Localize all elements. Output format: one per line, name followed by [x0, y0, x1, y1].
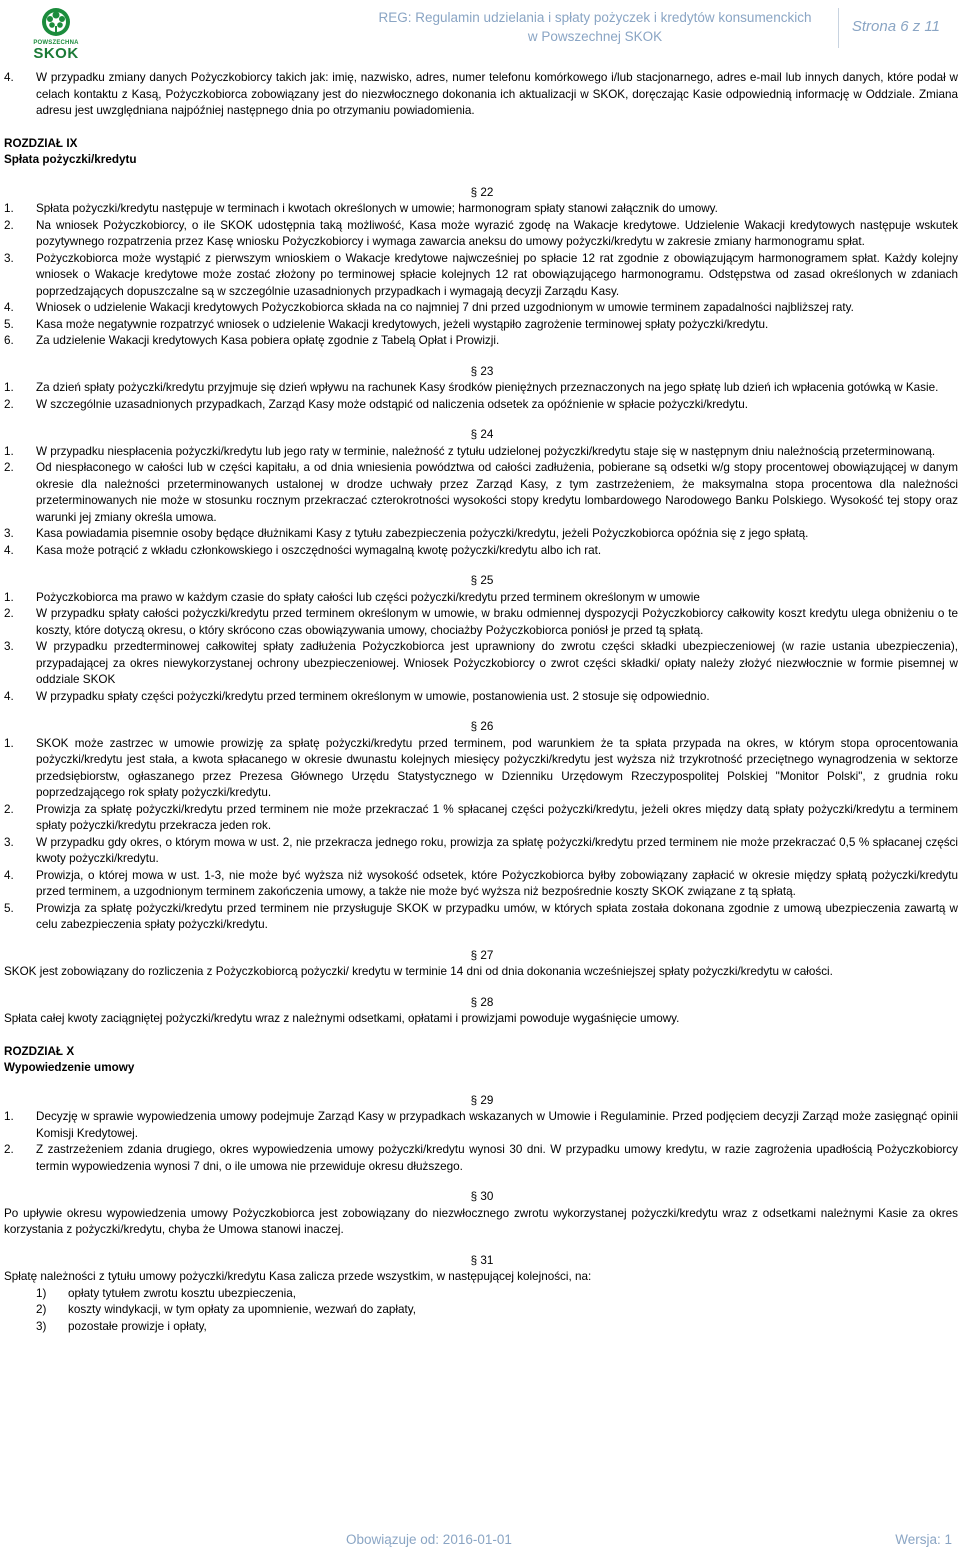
- list-item: 2. W przypadku spłaty całości pożyczki/kredytu przed terminem określonym w umowie, w braku odmiennej dyspozycji Pożyczkobiorcy całkowity koszt kredytu ulega obniżeniu o te koszty, które dotyczą okresu, o który skrócono czas obowiązywania umowy, chociażby Pożyczkobiorca poniósł je przed tą spłatą.: [4, 607, 958, 637]
- document-title: [360, 8, 830, 46]
- paragraph-text: Spłatę należności z tytułu umowy pożyczki/kredytu Kasa zalicza przede wszystkim, w następującej kolejności, na:: [4, 1270, 592, 1283]
- list-item: 1) opłaty tytułem zwrotu kosztu ubezpieczenia,: [36, 1286, 297, 1300]
- page-header: [0, 0, 960, 62]
- chapter-title: ROZDZIAŁ IX: [4, 136, 78, 150]
- tree-icon: [16, 6, 96, 40]
- list-item: 2. Na wniosek Pożyczkobiorcy, o ile SKOK udostępnia taką możliwość, Kasa może wyrazić zgodę na Wakacje kredytowe. Udzielenie Wakacji kredytowych następuje wskutek pozytywnego rozpatrzenia przez Kasę wniosku Pożyczkobiorcy i wymaga zawarcia aneksu do umowy pożyczki/kredytu w zakresie zmiany harmonogramu spłat.: [4, 218, 958, 248]
- list-item: 1. Pożyczkobiorca ma prawo w każdym czasie do spłaty całości lub części pożyczki/kredytu przed terminem określonym w umowie: [4, 590, 700, 604]
- list-item: 1. Spłata pożyczki/kredytu następuje w terminach i kwotach określonych w umowie; harmonogram spłaty stanowi załącznik do umowy.: [4, 202, 718, 215]
- chapter-subtitle: Spłata pożyczki/kredytu: [4, 153, 137, 166]
- page-footer: [0, 1532, 960, 1554]
- paragraph-text: SKOK jest zobowiązany do rozliczenia z Pożyczkobiorcą pożyczki/ kredytu w terminie 14 dni od dnia dokonania wcześniejszej spłaty pożyczki/kredytu w całości.: [4, 965, 833, 978]
- paragraph-text: Po upływie okresu wypowiedzenia umowy Pożyczkobiorca jest zobowiązany do niezwłocznego zwrotu wykorzystanej pożyczki/kredytu wraz z odsetkami należnymi Kasie za okres korzystania z pożyczki/kredytu, chyba że Umowa stanowi inaczej.: [4, 1206, 958, 1236]
- logo-small-text: POWSZECHNA: [33, 40, 79, 46]
- list-item: 4. W przypadku spłaty części pożyczki/kredytu przed terminem określonym w umowie, postanowienia ust. 2 stosuje się odpowiednio.: [4, 689, 710, 703]
- document-title-line2: w Powszechnej SKOK: [527, 29, 663, 44]
- list-item: 3. Pożyczkobiorca może wystąpić z pierwszym wnioskiem o Wakacje kredytowe najwcześniej po spłacie 12 rat zgodnie z obowiązującym harmonogramem spłat. Każdy kolejny wniosek o Wakacje kredytowe może zostać złożony po terminowej spłacie kolejnych 12 rat obowiązującego harmonogramu. Odstępstwa od zasad określonych w zdaniach poprzedzających dopuszczalne są w szczególnie uzasadnionych przypadkach i wymagają decyzji Zarządu Kasy.: [4, 251, 958, 298]
- list-item: 6. Za udzielenie Wakacji kredytowych Kasa pobiera opłatę zgodnie z Tabelą Opłat i Prowizji.: [4, 334, 500, 347]
- paragraph-number: § 23: [470, 364, 494, 378]
- list-item: 5. Prowizja za spłatę pożyczki/kredytu przed terminem nie przysługuje SKOK w przypadku umów, w których spłata została dokonana zgodnie z umową ubezpieczenia zawartą w celu zabezpieczenia spłaty pożyczki/kredytu.: [4, 901, 958, 931]
- paragraph-number: § 28: [470, 995, 494, 1009]
- item-text: W przypadku zmiany danych Pożyczkobiorcy takich jak: imię, nazwisko, adres, numer telefonu komórkowego i/lub stacjonarnego, adres e-mail lub innych danych, które podał w celach kontaktu z Kasą, Pożyczkobiorca zobowiązany jest do niezwłocznego dokonania ich aktualizacji w SKOK, doręczając Kasie odpowiednią informację w Oddziale. Zmiana adresu jest uwzględniana najpóźniej następnego dnia po otrzymaniu powiadomienia.: [36, 71, 958, 117]
- paragraph-number: § 30: [470, 1190, 494, 1203]
- chapter-subtitle: Wypowiedzenie umowy: [4, 1061, 135, 1074]
- logo-brand-text: SKOK: [33, 45, 79, 62]
- paragraph-text: Spłata całej kwoty zaciągniętej pożyczki/kredytu wraz z należnymi odsetkami, opłatami i prowizjami powoduje wygaśnięcie umowy.: [4, 1012, 680, 1025]
- list-item: 3. W przypadku gdy okres, o którym mowa w ust. 2, nie przekracza jednego roku, prowizja za spłatę pożyczki/kredytu przed terminem nie może przekraczać 0,5 % spłacanej części kwoty pożyczki/kredytu.: [4, 835, 958, 865]
- list-item: 4. Kasa może potrącić z wkładu członkowskiego i oszczędności wymagalną kwotę pożyczki/kredytu albo ich rat.: [4, 543, 602, 557]
- version-label: Wersja: 1: [895, 1532, 952, 1547]
- list-item: 1. Decyzję w sprawie wypowiedzenia umowy podejmuje Zarząd Kasy w przypadkach wskazanych w Umowie i Regulaminie. Przed podjęciem decyzji Zarząd może zasięgnąć opinii Komisji Kredytowej.: [4, 1110, 958, 1140]
- paragraph-number: § 27: [470, 948, 494, 962]
- item-number: 4.: [4, 71, 14, 84]
- list-item: 3. Kasa powiadamia pisemnie osoby będące dłużnikami Kasy z tytułu zabezpieczenia pożyczki/kredytu, jeżeli Pożyczkobiorca opóźnia się z jego spłatą.: [4, 527, 809, 540]
- document-title-line1: REG: Regulamin udzielania i spłaty pożyczek i kredytów konsumenckich: [378, 10, 812, 25]
- list-item: 2. Prowizja za spłatę pożyczki/kredytu przed terminem nie może przekraczać 1 % spłacanej części pożyczki/kredytu, jeżeli okres między datą spłaty pożyczki/kredytu a terminem spłaty pożyczki/kredytu przekracza jeden rok.: [4, 802, 958, 832]
- paragraph-number: § 22: [470, 185, 494, 199]
- paragraph-number: § 29: [470, 1093, 494, 1107]
- list-item: 2. Z zastrzeżeniem zdania drugiego, okres wypowiedzenia umowy pożyczki/kredytu wynosi 30 dni. W przypadku umowy kredytu, w razie zagrożenia upadłością Pożyczkobiorcy termin wypowiedzenia wynosi 7 dni, o ile umowa nie przewiduje okresu dłuższego.: [4, 1143, 958, 1173]
- chapter-title: ROZDZIAŁ X: [4, 1044, 75, 1058]
- list-item: 4. Prowizja, o której mowa w ust. 1-3, nie może być wyższa niż wysokość odsetek, które Pożyczkobiorca byłby zobowiązany zapłacić w okresie między spłatą pożyczki/kredytu przed terminem, a uzgodnionym terminem zakończenia umowy, a także nie może być wyższa niż bezpośrednie koszty SKOK związane z tą spłatą.: [4, 868, 958, 898]
- list-item: 3) pozostałe prowizje i opłaty,: [36, 1319, 207, 1333]
- list-item: 2. Od niespłaconego w całości lub w części kapitału, a od dnia wniesienia powództwa od całości zadłużenia, pobierane są odsetki w/g stopy procentowej obowiązującej w danym okresie dla należności przeterminowanych ustalonej w drodze uchwały przez Zarząd Kasy, z tym zastrzeżeniem, że maksymalna stopa procentowa dla należności przeterminowanych nie może w stosunku rocznym przekraczać czterokrotności wysokości stopy kredytu lombardowego Narodowego Banku Polskiego. Wysokość tej stopy oraz warunki jej zmiany określa umowa.: [4, 461, 958, 524]
- skok-logo: [16, 6, 96, 62]
- list-item: 1. Za dzień spłaty pożyczki/kredytu przyjmuje się dzień wpływu na rachunek Kasy środków pieniężnych przeznaczonych na jego spłatę lub dzień ich wpłacenia gotówką w Kasie.: [4, 381, 939, 394]
- document-body: [4, 70, 960, 1335]
- list-item: 5. Kasa może negatywnie rozpatrzyć wniosek o udzielenie Wakacji kredytowych, jeżeli wystąpiło zagrożenie terminowej spłaty pożyczki/kredytu.: [4, 317, 769, 331]
- page-number: Strona 6 z 11: [851, 18, 940, 35]
- effective-date: Obowiązuje od: 2016-01-01: [346, 1532, 512, 1547]
- list-item: 3. W przypadku przedterminowej całkowitej spłaty zadłużenia Pożyczkobiorca jest uprawniony do zwrotu części składki ubezpieczeniowej (w razie ustania ubezpieczenia), przypadającej za okres niewykorzystanej ochrony ubezpieczeniowej. Wniosek Pożyczkobiorcy o zwrot części składki/ opłaty należy złożyć niezwłocznie w formie pisemnej w oddziale SKOK: [4, 640, 958, 686]
- list-item: 2) koszty windykacji, w tym opłaty za upomnienie, wezwań do zapłaty,: [36, 1303, 416, 1316]
- list-item: 2. W szczególnie uzasadnionych przypadkach, Zarząd Kasy może odstąpić od naliczenia odsetek za opóźnienie w spłacie pożyczki/kredytu.: [4, 397, 749, 411]
- paragraph-number: § 25: [470, 574, 494, 587]
- header-divider: [838, 8, 839, 48]
- list-item: 4. Wniosek o udzielenie Wakacji kredytowych Pożyczkobiorca składa na co najmniej 7 dni przed uzgodnionym w umowie terminem zapadalności najbliższej raty.: [4, 301, 854, 314]
- paragraph-number: § 24: [470, 428, 494, 441]
- paragraph-number: § 31: [470, 1253, 494, 1267]
- list-item: 1. W przypadku niespłacenia pożyczki/kredytu lub jego raty w terminie, należność z tytułu udzielonej pożyczki/kredytu staje się w następnym dniu należnością przeterminowaną.: [4, 444, 936, 458]
- list-item: 1. SKOK może zastrzec w umowie prowizję za spłatę pożyczki/kredytu przed terminem, pod warunkiem że ta spłata przypada na okres, w którym stopa oprocentowania pożyczki/kredytu jest stała, a kwota spłacanego w okresie dwunastu kolejnych miesięcy pożyczki/kredytu jest wyższa niż trzykrotność przeciętnego wynagrodzenia w sektorze przedsiębiorstw, ogłaszanego przez Prezesa Głównego Urzędu Statystycznego w Dzienniku Urzędowym Rzeczypospolitej Polskiej "Monitor Polski", z grudnia roku poprzedzającego rok spłaty pożyczki/kredytu.: [4, 736, 958, 799]
- list-item: [4, 70, 960, 120]
- paragraph-number: § 26: [470, 720, 494, 733]
